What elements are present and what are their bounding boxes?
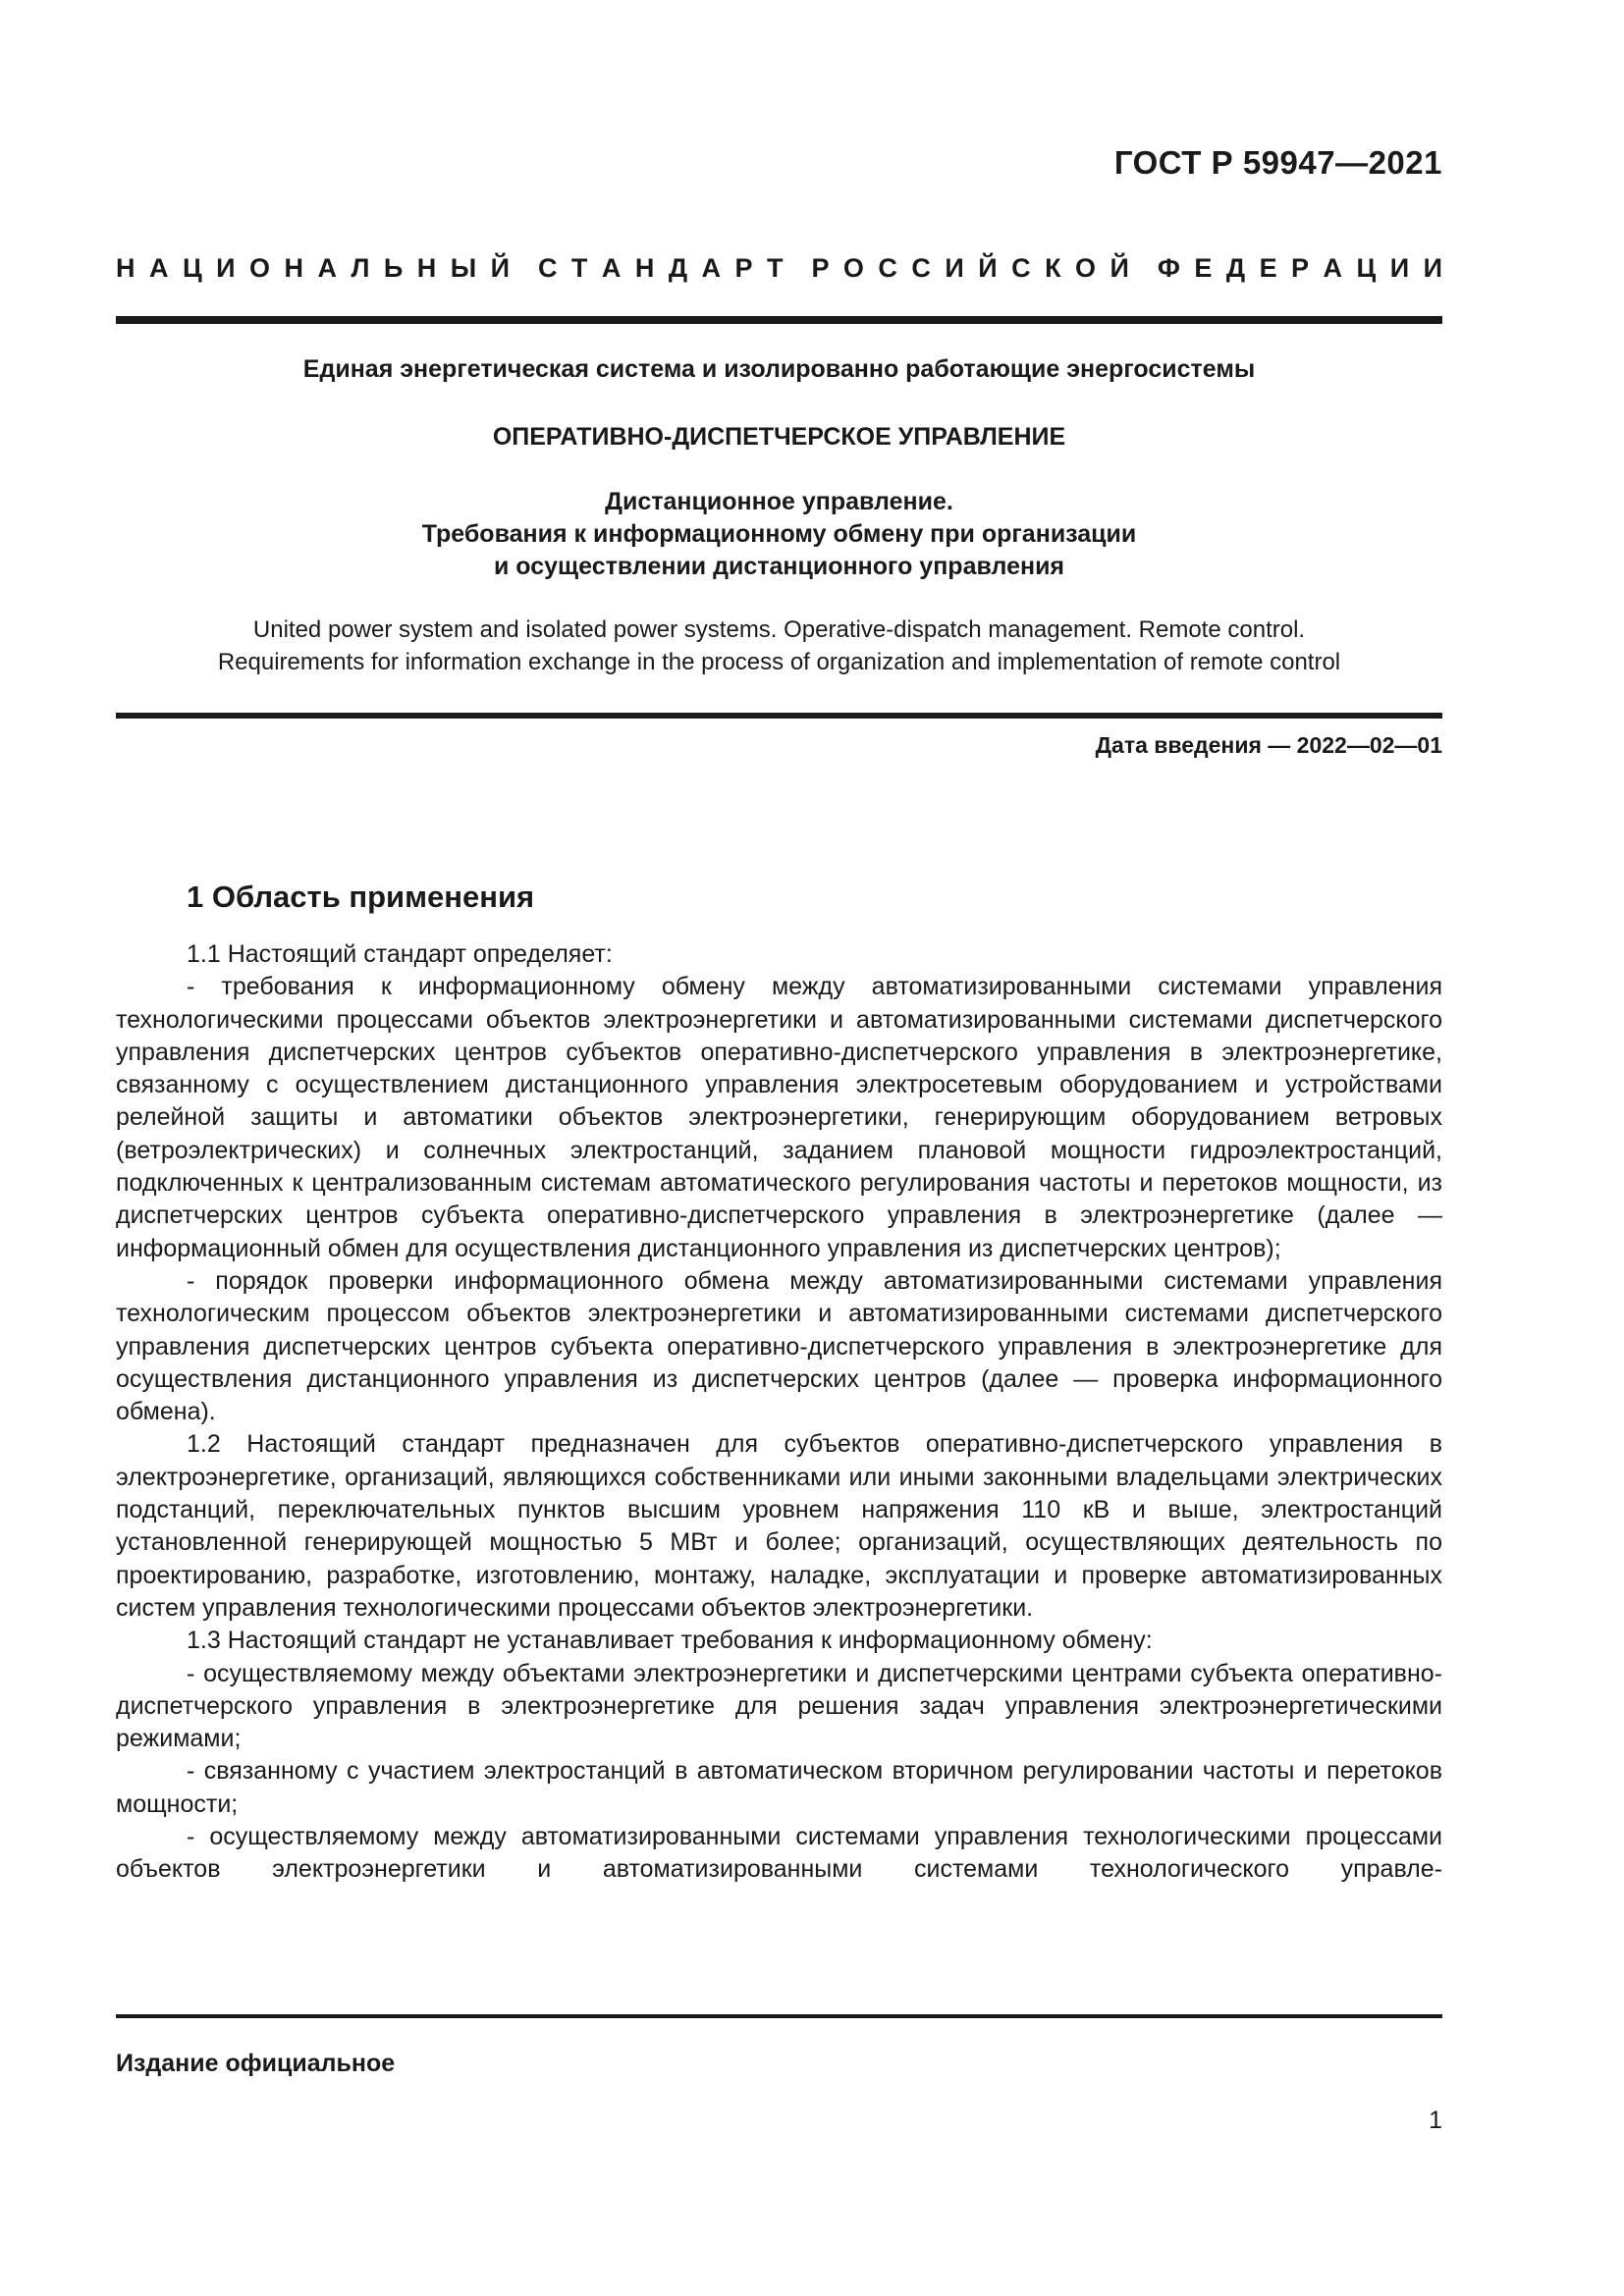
heading-letter: Ь xyxy=(383,253,404,283)
heading-letter: С xyxy=(537,253,558,283)
heading-letter: Н xyxy=(416,253,437,283)
heading-letter: С xyxy=(878,253,897,283)
subtitle-line: и осуществлении дистанционного управления xyxy=(493,553,1065,580)
paragraph: - осуществляемому между объектами электроэнергетики и диспетчерскими центрами субъекта оперативно-диспетчерского управления в электроэнергетике для решения задач управления электроэнергетическими режимами; xyxy=(116,1659,1442,1753)
section-title: 1 Область применения xyxy=(187,880,535,914)
heading-letter: И xyxy=(1423,253,1442,283)
heading-letter: А xyxy=(148,253,169,283)
heading-letter: К xyxy=(1045,253,1061,283)
heading-letter: Р xyxy=(811,253,830,283)
section-body xyxy=(116,938,1442,1887)
paragraph: - требования к информационному обмену между автоматизированными системами управления технологическими процессами объектов электроэнергетики и автоматизированными системами диспетчерского управления диспетчерских центров субъектов оперативно-диспетчерского управления в электроэнергетике, связанному с осуществлением дистанционного управления электросетевым оборудованием и устройствами релейной защиты и автоматики объектов электроэнергетики, генерирующим оборудованием ветровых (ветроэлектрических) и солнечных электростанций, заданием плановой мощности гидроэлектростанций, подключенных к централизованным системам автоматического регулирования частоты и перетоков мощности, из диспетчерских центров субъекта оперативно-диспетчерского управления в электроэнергетике (далее — информационный обмен для осуществления дистанционного управления из диспетчерских центров); xyxy=(116,973,1442,1262)
heading-letter: Ы xyxy=(450,253,477,283)
heading-letter: Ц xyxy=(182,253,202,283)
system-title: Единая энергетическая система и изолированно работающие энергосистемы xyxy=(302,355,1256,383)
heading-letter: Р xyxy=(1291,253,1310,283)
heading-letter: Т xyxy=(767,253,784,283)
heading-letter: Д xyxy=(1225,253,1246,283)
header-rule xyxy=(116,316,1442,324)
document-subtitle xyxy=(116,486,1442,583)
heading-letter: Е xyxy=(1259,253,1277,283)
heading-letter: А xyxy=(701,253,722,283)
heading-letter: А xyxy=(601,253,622,283)
paragraph: 1.3 Настоящий стандарт не устанавливает требования к информационному обмену: xyxy=(187,1627,1153,1655)
english-title-line: Requirements for information exchange in the process of organization and implementation of remote control xyxy=(217,649,1341,675)
paragraph: - порядок проверки информационного обмена между автоматизированными системами управления технологическим процессом объектов электроэнергетики и автоматизированными системами диспетчерского управления диспетчерских центров субъекта оперативно-диспетчерского управления в электроэнергетике для осуществления дистанционного управления из диспетчерских центров (далее — проверка информационного обмена). xyxy=(116,1266,1442,1426)
gost-number: ГОСТ Р 59947—2021 xyxy=(1113,144,1442,181)
subtitle-line: Требования к информационному обмену при организации xyxy=(421,520,1137,548)
heading-letter: Н xyxy=(116,253,135,283)
official-edition: Издание официальное xyxy=(116,2050,396,2077)
date-introduced: Дата введения — 2022—02—01 xyxy=(1095,732,1442,758)
heading-letter: Т xyxy=(570,253,588,283)
heading-letter: О xyxy=(1075,253,1097,283)
heading-letter: И xyxy=(1389,253,1410,283)
paragraph: - связанному с участием электростанций в автоматическом вторичном регулировании частоты и перетоков мощности; xyxy=(116,1757,1442,1818)
heading-letter: Д xyxy=(668,253,688,283)
heading-letter: А xyxy=(1323,253,1343,283)
heading-letter: Й xyxy=(1110,253,1129,283)
paragraph: 1.1 Настоящий стандарт определяет: xyxy=(187,940,613,968)
heading-letter: С xyxy=(911,253,931,283)
paragraph: 1.2 Настоящий стандарт предназначен для субъектов оперативно-диспетчерского управления в электроэнергетике, организаций, являющихся собственниками или иными законными владельцами электрических подстанций, переключательных пунктов высшим уровнем напряжения 110 кВ и выше, электростанций установленной генерирующей мощностью 5 МВт и более; организаций, осуществляющих деятельность по проектированию, разработке, изготовлению, монтажу, наладке, эксплуатации и проверке автоматизированных систем управления технологическими процессами объектов электроэнергетики. xyxy=(116,1430,1442,1622)
subtitle-line: Дистанционное управление. xyxy=(605,488,953,515)
title-rule xyxy=(116,713,1442,719)
page-number: 1 xyxy=(1429,2107,1442,2134)
heading-letter: Е xyxy=(1194,253,1213,283)
paragraph: - осуществляемому между автоматизированными системами управления технологическими процессами объектов электроэнергетики и автоматизированными системами технологического управле- xyxy=(116,1823,1442,1884)
heading-letter: Н xyxy=(284,253,303,283)
heading-letter: Н xyxy=(634,253,655,283)
heading-letter: Ф xyxy=(1157,253,1180,283)
english-title xyxy=(116,614,1442,678)
national-standard-heading xyxy=(116,253,1442,284)
heading-letter: Й xyxy=(490,253,511,283)
heading-letter: Л xyxy=(351,253,370,283)
heading-letter: С xyxy=(1011,253,1031,283)
heading-letter: Й xyxy=(978,253,998,283)
english-title-line: United power system and isolated power systems. Operative-dispatch management. Remote control. xyxy=(252,616,1306,643)
heading-letter: Р xyxy=(734,253,753,283)
heading-letter: А xyxy=(317,253,337,283)
heading-letter: О xyxy=(249,253,271,283)
heading-letter: О xyxy=(842,253,864,283)
footer-rule xyxy=(116,2014,1442,2018)
heading-letter: И xyxy=(945,253,964,283)
management-title: ОПЕРАТИВНО-ДИСПЕТЧЕРСКОЕ УПРАВЛЕНИЕ xyxy=(492,423,1066,451)
heading-letter: И xyxy=(216,253,236,283)
heading-letter: Ц xyxy=(1356,253,1377,283)
